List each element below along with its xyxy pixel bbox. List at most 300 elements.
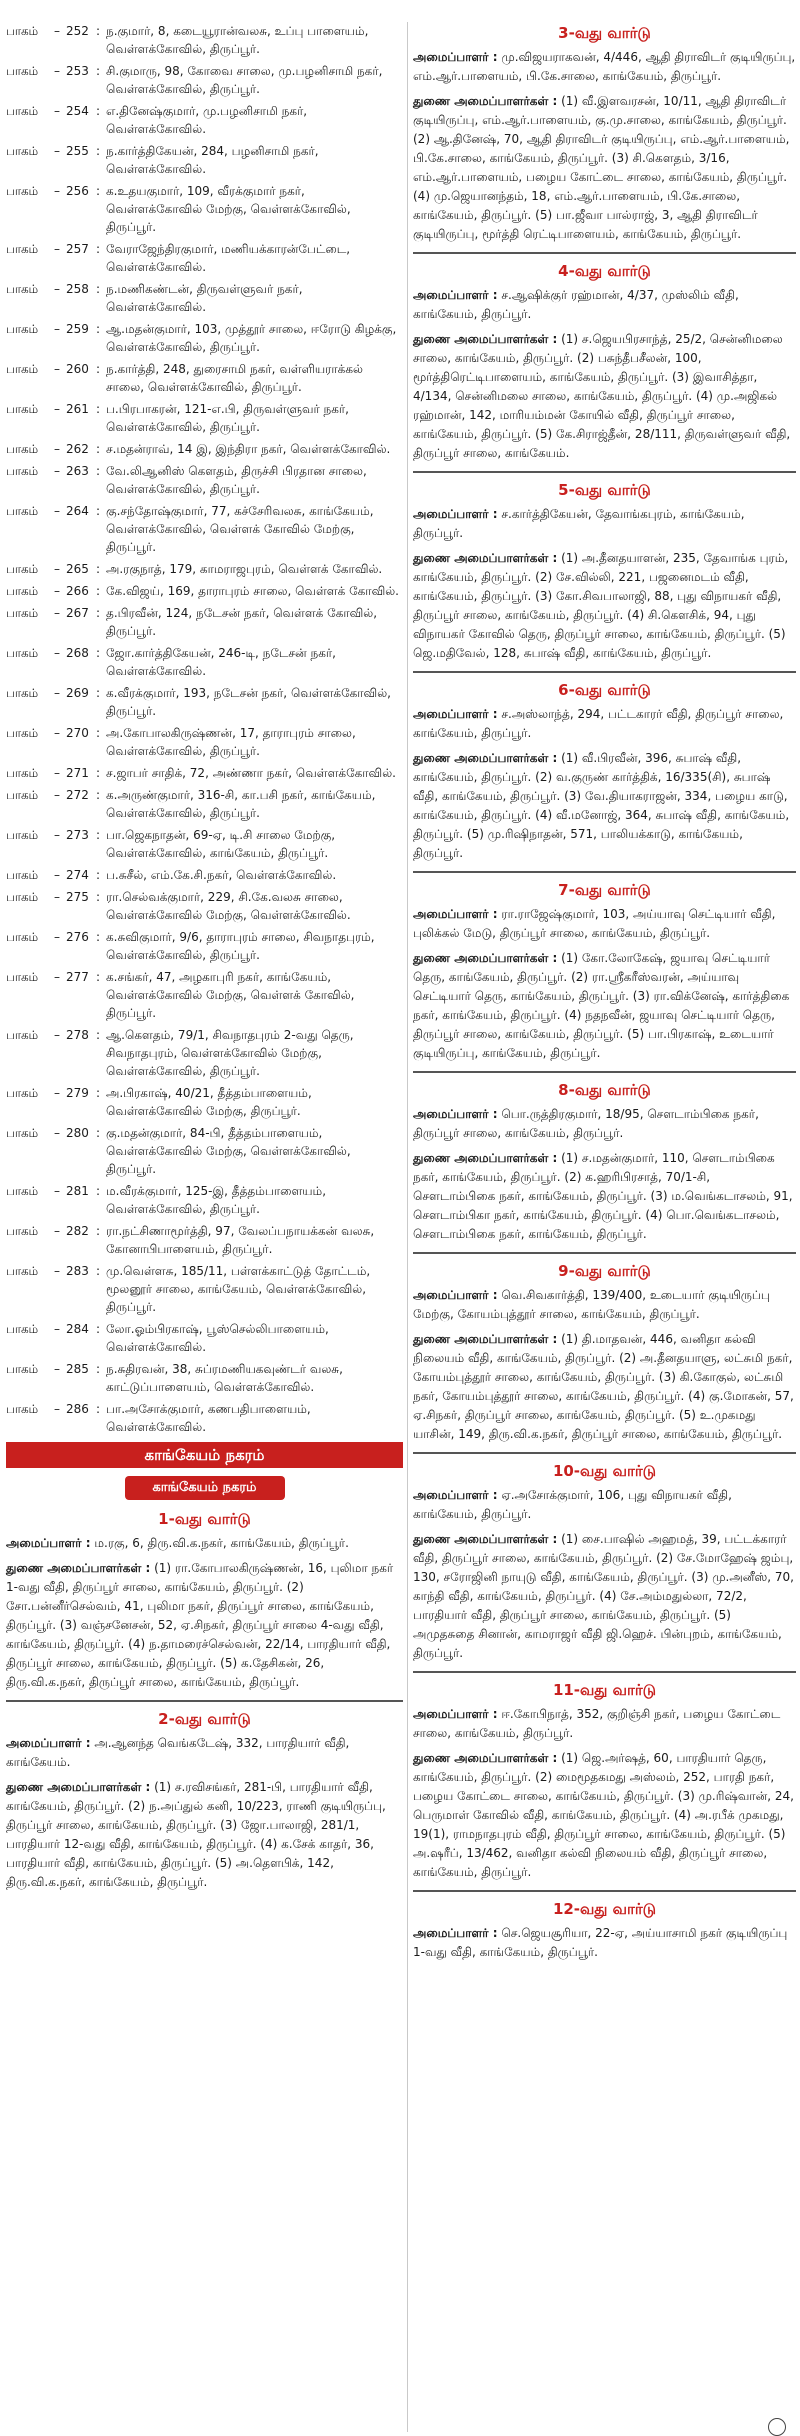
booth-entry xyxy=(6,582,403,600)
booth-address: கு.மதன்குமார், 84-பி, தீத்தம்பாளையம், வெள்ளக்கோவில் மேற்கு, வெள்ளக்கோவில், திருப்பூர். xyxy=(106,1126,351,1176)
ward-deputies xyxy=(6,1559,403,1692)
booth-label: பாகம் xyxy=(6,584,38,598)
booth-dash: – xyxy=(54,1126,60,1140)
ward-separator xyxy=(6,1700,403,1702)
booth-entry xyxy=(6,786,403,822)
deputies-label: துணை அமைப்பாளர்கள் : xyxy=(413,751,558,765)
deputies-label: துணை அமைப்பாளர்கள் : xyxy=(413,1532,558,1546)
booth-entry xyxy=(6,644,403,680)
booth-dash: – xyxy=(54,144,60,158)
booth-address: ஆ.கௌதம், 79/1, சிவநாதபுரம் 2-வது தெரு, சிவநாதபுரம், வெள்ளக்கோவில் மேற்கு, வெள்ளக்கோவில், திருப்பூர். xyxy=(106,1028,354,1078)
ward-separator xyxy=(413,1071,796,1073)
booth-label: பாகம் xyxy=(6,242,38,256)
booth-dash: – xyxy=(54,1086,60,1100)
deputies-text: (1) ச.ஜெயபிரசாந்த், 25/2, சென்னிமலை சாலை, காங்கேயம், திருப்பூர். (2) பசுந்தீபசீலன், 100, மூர்த்திரெட்டிபாளையம், காங்கேயம், திருப்பூர். (3) இவாசித்தா, 4/134, சென்னிமலை சாலை, காங்கேயம், திருப்பூர். (4) மு.அஜிகல் ரஹ்மான், 142, மாரியம்மன் கோயில் வீதி, திருப்பூர் சாலை, காங்கேயம், திருப்பூர். (5) கே.சிராஜ்தீன், 28/111, திருவள்ளுவர் வீதி, திருப்பூர் சாலை, காங்கேயம். xyxy=(413,332,791,460)
booth-label: பாகம் xyxy=(6,1126,38,1140)
booth-label: பாகம் xyxy=(6,144,38,158)
deputies-text: (1) ரா.கோபாலகிருஷ்ணன், 16, புலிமா நகர் 1-வது வீதி, திருப்பூர் சாலை, காங்கேயம், திருப்பூர். (2) சோ.பன்னீர்செல்வம், 41, புலிமா நகர், திருப்பூர் சாலை, காங்கேயம், திருப்பூர். (3) வஞ்சனேசன், 52, ஏ.சிநகர், திருப்பூர் சாலை 4-வது வீதி, காங்கேயம், திருப்பூர். (4) ந.தாமரைச்செல்வன், 22/14, பாரதியார் வீதி, திருப்பூர் சாலை, காங்கேயம், திருப்பூர். (5) க.தேசிகன், 26, திரு.வி.க.நகர், திருப்பூர் சாலை, காங்கேயம், திருப்பூர். xyxy=(6,1561,394,1689)
deputies-label: துணை அமைப்பாளர்கள் : xyxy=(413,1751,558,1765)
booth-number: 266 xyxy=(66,584,89,598)
booth-dash: – xyxy=(54,24,60,38)
ward-separator xyxy=(413,1671,796,1673)
booth-colon: : xyxy=(96,890,101,904)
column-divider xyxy=(407,22,408,2432)
booth-entry xyxy=(6,928,403,964)
ward-deputies xyxy=(413,1749,796,1882)
booth-address: அ.ரகுநாத், 179, காமராஜபுரம், வெள்ளக் கோவில். xyxy=(106,562,383,576)
booth-dash: – xyxy=(54,726,60,740)
booth-entry xyxy=(6,182,403,236)
organiser-label: அமைப்பாளர் : xyxy=(413,507,498,521)
booth-number: 253 xyxy=(66,64,89,78)
booth-entry xyxy=(6,724,403,760)
booth-address: ப.சுசீல், எம்.கே.சி.நகர், வெள்ளக்கோவில். xyxy=(106,868,337,882)
booth-colon: : xyxy=(96,562,101,576)
ward-separator xyxy=(413,671,796,673)
booth-colon: : xyxy=(96,464,101,478)
booth-number: 260 xyxy=(66,362,89,376)
deputies-label: துணை அமைப்பாளர்கள் : xyxy=(6,1561,151,1575)
deputies-label: துணை அமைப்பாளர்கள் : xyxy=(413,332,558,346)
booth-label: பாகம் xyxy=(6,184,38,198)
organiser-label: அமைப்பாளர் : xyxy=(6,1536,91,1550)
booth-number: 280 xyxy=(66,1126,89,1140)
booth-address: க.சுவிகுமார், 9/6, தாராபுரம் சாலை, சிவநாதபுரம், வெள்ளக்கோவில், திருப்பூர். xyxy=(106,930,375,962)
booth-label: பாகம் xyxy=(6,104,38,118)
booth-number: 258 xyxy=(66,282,89,296)
ward-deputies xyxy=(413,1149,796,1244)
booth-dash: – xyxy=(54,970,60,984)
booth-address: அ.பிரகாஷ், 40/21, தீத்தம்பாளையம், வெள்ளக்கோவில் மேற்கு, திருப்பூர். xyxy=(106,1086,312,1118)
booth-label: பாகம் xyxy=(6,282,38,296)
ward-separator xyxy=(413,1252,796,1254)
booth-entry xyxy=(6,684,403,720)
booth-entry xyxy=(6,1026,403,1080)
deputies-text: (1) வீ.பிரவீன், 396, சுபாஷ் வீதி, காங்கேயம், திருப்பூர். (2) வ.குருண் கார்த்திக், 16/335(சி), சுபாஷ் வீதி, காங்கேயம், திருப்பூர். (3) வே.தியாகராஜன், 334, பழைய காடு, காங்கேயம், திருப்பூர். (4) வீ.மனோஜ், 364, சுபாஷ் வீதி, காங்கேயம், திருப்பூர். (5) மு.ரிஷிநாதன், 571, பாலியக்காடு, காங்கேயம், திருப்பூர். xyxy=(413,751,790,860)
ward-deputies xyxy=(413,949,796,1063)
organiser-text: மு.விஜயராகவன், 4/446, ஆதி திராவிடர் குடியிருப்பு, எம்.ஆர்.பாளையம், பி.கே.சாலை, காங்கேயம், திருப்பூர். xyxy=(413,50,796,83)
booth-label: பாகம் xyxy=(6,362,38,376)
ward-title: 9-வது வார்டு xyxy=(558,1262,651,1280)
ward-organiser xyxy=(6,1534,403,1553)
ward-separator xyxy=(413,1890,796,1892)
booth-number: 273 xyxy=(66,828,89,842)
booth-dash: – xyxy=(54,464,60,478)
ward-organiser xyxy=(413,1105,796,1143)
booth-number: 254 xyxy=(66,104,89,118)
ward-title: 3-வது வார்டு xyxy=(558,24,651,42)
booth-entry xyxy=(6,502,403,556)
booth-label: பாகம் xyxy=(6,646,38,660)
booth-label: பாகம் xyxy=(6,1086,38,1100)
ward-separator xyxy=(413,1452,796,1454)
booth-dash: – xyxy=(54,1224,60,1238)
ward-organiser xyxy=(413,1286,796,1324)
deputies-text: (1) சை.பாஷில் அஹமத், 39, பட்டக்காரர் வீதி, திருப்பூர் சாலை, காங்கேயம், திருப்பூர். (2) சே.மோஹேஷ் ஜம்பு, 130, சரோஜினி நாயுடு வீதி, காங்கேயம், திருப்பூர். (3) மு.அனீஸ், 70, காந்தி வீதி, காங்கேயம், திருப்பூர். (4) சே.அம்மதுல்லா, 72/2, பாரதியார் வீதி, திருப்பூர் சாலை, காங்கேயம், திருப்பூர். (5) அமுதசுதை சினான், காமராஜர் வீதி ஜி.ஹெச். பின்புறம், காங்கேயம், திருப்பூர். xyxy=(413,1532,794,1660)
booth-dash: – xyxy=(54,362,60,376)
ward-block xyxy=(413,1890,796,1962)
booth-entry xyxy=(6,1084,403,1120)
booth-number: 277 xyxy=(66,970,89,984)
booth-number: 256 xyxy=(66,184,89,198)
booth-entry xyxy=(6,866,403,884)
booth-colon: : xyxy=(96,1086,101,1100)
booth-label: பாகம் xyxy=(6,726,38,740)
booth-dash: – xyxy=(54,788,60,802)
booth-dash: – xyxy=(54,104,60,118)
booth-label: பாகம் xyxy=(6,1184,38,1198)
deputies-label: துணை அமைப்பாளர்கள் : xyxy=(413,951,558,965)
booth-dash: – xyxy=(54,64,60,78)
booth-colon: : xyxy=(96,282,101,296)
booth-label: பாகம் xyxy=(6,402,38,416)
booth-address: பா.ஜெகநாதன், 69-ஏ, டி.சி சாலை மேற்கு, வெள்ளக்கோவில், காங்கேயம், திருப்பூர். xyxy=(106,828,336,860)
organiser-text: வெ.சிவகார்த்தி, 139/400, உடையார் குடியிருப்பு மேற்கு, கோயம்புத்தூர் சாலை, காங்கேயம், திருப்பூர். xyxy=(413,1288,770,1321)
booth-dash: – xyxy=(54,504,60,518)
booth-dash: – xyxy=(54,184,60,198)
booth-address: ரா.செல்வக்குமார், 229, சி.கே.வலசு சாலை, வெள்ளக்கோவில் மேற்கு, வெள்ளக்கோவில். xyxy=(106,890,351,922)
booth-label: பாகம் xyxy=(6,1402,38,1416)
booth-dash: – xyxy=(54,828,60,842)
booth-dash: – xyxy=(54,282,60,296)
ward-organiser xyxy=(413,1705,796,1743)
ward-title: 5-வது வார்டு xyxy=(558,481,651,499)
organiser-text: ச.ஆஷிக்குர் ரஹ்மான், 4/37, முஸ்லிம் வீதி, காங்கேயம், திருப்பூர். xyxy=(413,288,739,321)
ward-block xyxy=(413,1252,796,1444)
organiser-text: ரா.ராஜேஷ்குமார், 103, அய்யாவு செட்டியார் வீதி, புலிக்கல் மேடு, திருப்பூர் சாலை, காங்கேயம், திருப்பூர். xyxy=(413,907,776,940)
deputies-label: துணை அமைப்பாளர்கள் : xyxy=(413,94,558,108)
booth-address: ந.சுதிரவன், 38, சுப்ரமணியகவுண்டர் வலசு, காட்டுப்பாளையம், வெள்ளக்கோவில். xyxy=(106,1362,343,1394)
ward-deputies xyxy=(413,1330,796,1444)
page-corner-mark xyxy=(768,2418,786,2436)
booth-label: பாகம் xyxy=(6,1028,38,1042)
booth-address: க.உதயகுமார், 109, வீரக்குமார் நகர், வெள்ளக்கோவில் மேற்கு, வெள்ளக்கோவில், திருப்பூர். xyxy=(106,184,351,234)
booth-dash: – xyxy=(54,1402,60,1416)
right-column xyxy=(413,18,796,1968)
booth-colon: : xyxy=(96,1184,101,1198)
booth-dash: – xyxy=(54,402,60,416)
booth-colon: : xyxy=(96,504,101,518)
booth-colon: : xyxy=(96,442,101,456)
booth-address: ம.வீரக்குமார், 125-இ, தீத்தம்பாளையம், வெள்ளக்கோவில், திருப்பூர். xyxy=(106,1184,327,1216)
booth-entry xyxy=(6,1222,403,1258)
ward-title: 10-வது வார்டு xyxy=(552,1462,657,1480)
booth-number: 255 xyxy=(66,144,89,158)
booth-colon: : xyxy=(96,1402,101,1416)
ward-title: 7-வது வார்டு xyxy=(558,881,651,899)
booth-dash: – xyxy=(54,562,60,576)
ward-title: 2-வது வார்டு xyxy=(158,1710,251,1728)
deputies-label: துணை அமைப்பாளர்கள் : xyxy=(6,1780,151,1794)
booth-label: பாகம் xyxy=(6,1362,38,1376)
booth-colon: : xyxy=(96,64,101,78)
ward-organiser xyxy=(413,1924,796,1962)
booth-colon: : xyxy=(96,646,101,660)
booth-number: 282 xyxy=(66,1224,89,1238)
booth-number: 265 xyxy=(66,562,89,576)
booth-address: க.அருண்குமார், 316-சி, கா.பசி நகர், காங்கேயம், வெள்ளக்கோவில், திருப்பூர். xyxy=(106,788,376,820)
booth-address: ஜோ.கார்த்திகேயன், 246-டி, நடேசன் நகர், வெள்ளக்கோவில். xyxy=(106,646,336,678)
booth-entry xyxy=(6,400,403,436)
booth-entry xyxy=(6,1182,403,1218)
booth-number: 279 xyxy=(66,1086,89,1100)
booth-address: லோ.ஓம்பிரகாஷ், பூஸ்செல்லிபாளையம், வெள்ளக்கோவில். xyxy=(106,1322,329,1354)
booth-label: பாகம் xyxy=(6,970,38,984)
booth-entry xyxy=(6,142,403,178)
booth-entry xyxy=(6,764,403,782)
booth-address: அ.கோபாலகிருஷ்ணன், 17, தாராபுரம் சாலை, வெள்ளக்கோவில், திருப்பூர். xyxy=(106,726,356,758)
booth-colon: : xyxy=(96,606,101,620)
booth-dash: – xyxy=(54,606,60,620)
booth-entry xyxy=(6,968,403,1022)
ward-title: 11-வது வார்டு xyxy=(552,1681,657,1699)
booth-colon: : xyxy=(96,144,101,158)
organiser-text: அ.ஆனந்த வெங்கடேஷ், 332, பாரதியார் வீதி, காங்கேயம். xyxy=(6,1736,350,1769)
booth-address: ரா.நட்சிணாமூர்த்தி, 97, வேலப்பநாயக்கன் வலசு, கோனாபிபாளையம், திருப்பூர். xyxy=(106,1224,375,1256)
booth-dash: – xyxy=(54,686,60,700)
booth-address: ந.கார்த்திகேயன், 284, பழனிசாமி நகர், வெள்ளக்கோவில். xyxy=(106,144,319,176)
booth-address: பா.அசோக்குமார், கணபதிபாளையம், வெள்ளக்கோவில். xyxy=(106,1402,311,1434)
booth-dash: – xyxy=(54,584,60,598)
deputies-text: (1) ஜெ.அர்ஷத், 60, பாரதியார் தெரு, காங்கேயம், திருப்பூர். (2) மைமூதகமது அஸ்லம், 252, பாரதி நகர், பழைய கோட்டை சாலை, காங்கேயம், திருப்பூர். (3) மு.ரிஷ்வான், 24, பெருமாள் கோவில் வீதி, காங்கேயம், திருப்பூர். (4) அ.ரபீக் முகமது, 19(1), ராமநாதபுரம் வீதி, திருப்பூர் சாலை, காங்கேயம், திருப்பூர். (5) அ.ஷரீப், 13/462, வனிதா கல்வி நிலையம் வீதி, திருப்பூர் சாலை, காங்கேயம், திருப்பூர். xyxy=(413,1751,794,1879)
organiser-label: அமைப்பாளர் : xyxy=(413,1707,498,1721)
ward-title: 12-வது வார்டு xyxy=(552,1900,657,1918)
ward-organiser xyxy=(413,705,796,743)
booth-colon: : xyxy=(96,1224,101,1238)
booth-label: பாகம் xyxy=(6,1224,38,1238)
booth-address: க.வீரக்குமார், 193, நடேசன் நகர், வெள்ளக்கோவில், திருப்பூர். xyxy=(106,686,391,718)
organiser-text: செ.ஜெயசூரியா, 22-ஏ, அய்யாசாமி நகர் குடியிருப்பு 1-வது வீதி, காங்கேயம், திருப்பூர். xyxy=(413,1926,788,1959)
booth-address: ந.கார்த்தி, 248, துரைசாமி நகர், வள்ளியராக்கல் சாலை, வெள்ளக்கோவில், திருப்பூர். xyxy=(106,362,363,394)
booth-entry xyxy=(6,1124,403,1178)
booth-number: 283 xyxy=(66,1264,89,1278)
booth-colon: : xyxy=(96,726,101,740)
booth-entry xyxy=(6,1400,403,1436)
booth-colon: : xyxy=(96,584,101,598)
ward-block xyxy=(413,252,796,463)
booth-number: 257 xyxy=(66,242,89,256)
booth-colon: : xyxy=(96,24,101,38)
booth-label: பாகம் xyxy=(6,442,38,456)
ward-separator xyxy=(413,252,796,254)
booth-colon: : xyxy=(96,1126,101,1140)
booth-list xyxy=(6,22,403,1436)
booth-entry xyxy=(6,462,403,498)
organiser-text: ச.கார்த்திகேயன், தேவாங்கபுரம், காங்கேயம், திருப்பூர். xyxy=(413,507,745,540)
ward-separator xyxy=(413,871,796,873)
booth-entry xyxy=(6,440,403,458)
booth-dash: – xyxy=(54,868,60,882)
booth-address: க.சங்கர், 47, அழகாபுரி நகர், காங்கேயம், வெள்ளக்கோவில் மேற்கு, வெள்ளக் கோவில், திருப்பூர். xyxy=(106,970,355,1020)
booth-dash: – xyxy=(54,766,60,780)
booth-label: பாகம் xyxy=(6,606,38,620)
organiser-text: ச.அஸ்லாந்த், 294, பட்டகாரர் வீதி, திருப்பூர் சாலை, காங்கேயம், திருப்பூர். xyxy=(413,707,784,740)
booth-colon: : xyxy=(96,970,101,984)
ward-block xyxy=(413,1452,796,1663)
booth-dash: – xyxy=(54,1184,60,1198)
section-pill: காங்கேயம் நகரம் xyxy=(125,1476,285,1500)
left-column xyxy=(6,22,403,1898)
booth-number: 259 xyxy=(66,322,89,336)
booth-entry xyxy=(6,1320,403,1356)
booth-entry xyxy=(6,102,403,138)
booth-colon: : xyxy=(96,1028,101,1042)
booth-dash: – xyxy=(54,1362,60,1376)
booth-label: பாகம் xyxy=(6,766,38,780)
booth-dash: – xyxy=(54,930,60,944)
ward-block xyxy=(413,1671,796,1882)
booth-address: சி.குமாரு, 98, கோவை சாலை, மு.பழனிசாமி நகர், வெள்ளக்கோவில், திருப்பூர். xyxy=(106,64,383,96)
booth-label: பாகம் xyxy=(6,464,38,478)
deputies-label: துணை அமைப்பாளர்கள் : xyxy=(413,551,558,565)
booth-label: பாகம் xyxy=(6,788,38,802)
booth-label: பாகம் xyxy=(6,686,38,700)
booth-label: பாகம் xyxy=(6,322,38,336)
booth-dash: – xyxy=(54,442,60,456)
booth-colon: : xyxy=(96,104,101,118)
ward-deputies xyxy=(6,1778,403,1892)
booth-address: ப.பிரபாகரன், 121-எ.பி, திருவள்ளுவர் நகர், வெள்ளக்கோவில், திருப்பூர். xyxy=(106,402,349,434)
booth-entry xyxy=(6,360,403,396)
booth-number: 272 xyxy=(66,788,89,802)
booth-dash: – xyxy=(54,1264,60,1278)
booth-colon: : xyxy=(96,828,101,842)
deputies-text: (1) ச.ரவிசங்கர், 281-பி, பாரதியார் வீதி, காங்கேயம், திருப்பூர். (2) ந.அப்துல் கனி, 10/223, ராணி குடியிருப்பு, திருப்பூர் சாலை, காங்கேயம், திருப்பூர். (3) ஜோ.பாலாஜி, 281/1, பாரதியார் 12-வது வீதி, காங்கேயம், திருப்பூர். (4) க.சேக் காதர், 36, பாரதியார் வீதி, காங்கேயம், திருப்பூர். (5) அ.தௌபிக், 142, திரு.வி.க.நகர், காங்கேயம், திருப்பூர். xyxy=(6,1780,386,1889)
organiser-label: அமைப்பாளர் : xyxy=(413,50,498,64)
booth-address: த.பிரவீன், 124, நடேசன் நகர், வெள்ளக் கோவில், திருப்பூர். xyxy=(106,606,378,638)
organiser-text: ஏ.அசோக்குமார், 106, புது விநாயகர் வீதி, காங்கேயம், திருப்பூர். xyxy=(413,1488,732,1521)
wards-left xyxy=(6,1508,403,1892)
booth-colon: : xyxy=(96,362,101,376)
booth-address: மு.வெள்ளசு, 185/11, பள்ளக்காட்டுத் தோட்டம், மூலனூர் சாலை, காங்கேயம், வெள்ளக்கோவில், திருப்பூர். xyxy=(106,1264,371,1314)
booth-number: 271 xyxy=(66,766,89,780)
section-banner: காங்கேயம் நகரம் xyxy=(6,1442,403,1468)
booth-entry xyxy=(6,1360,403,1396)
organiser-label: அமைப்பாளர் : xyxy=(413,1288,498,1302)
deputies-label: துணை அமைப்பாளர்கள் : xyxy=(413,1151,558,1165)
booth-number: 285 xyxy=(66,1362,89,1376)
booth-address: ந.மணிகண்டன், திருவள்ளுவர் நகர், வெள்ளக்கோவில். xyxy=(106,282,303,314)
booth-number: 268 xyxy=(66,646,89,660)
booth-number: 270 xyxy=(66,726,89,740)
booth-label: பாகம் xyxy=(6,1264,38,1278)
booth-dash: – xyxy=(54,1322,60,1336)
booth-colon: : xyxy=(96,1322,101,1336)
booth-entry xyxy=(6,1262,403,1316)
booth-number: 276 xyxy=(66,930,89,944)
deputies-text: (1) தி.மாதவன், 446, வனிதா கல்வி நிலையம் வீதி, காங்கேயம், திருப்பூர். (2) அ.தீனதயாளு, லட்சுமி நகர், கோயம்புத்தூர் சாலை, காங்கேயம், திருப்பூர். (3) கி.கோகுல், லட்சுமி நகர், கோயம்புத்தூர் சாலை, காங்கேயம், திருப்பூர். (4) கு.மோகன், 57, ஏ.சிநகர், திருப்பூர் சாலை, காங்கேயம், திருப்பூர். (5) உ.முகமது யாசின், 149, திரு.வி.க.நகர், திருப்பூர் சாலை, காங்கேயம், திருப்பூர். xyxy=(413,1332,794,1441)
booth-colon: : xyxy=(96,930,101,944)
booth-colon: : xyxy=(96,242,101,256)
booth-entry xyxy=(6,62,403,98)
booth-number: 286 xyxy=(66,1402,89,1416)
booth-dash: – xyxy=(54,322,60,336)
deputies-text: (1) ச.மதன்குமார், 110, சௌடாம்பிகை நகர், காங்கேயம், திருப்பூர். (2) க.ஹரிபிரசாத், 70/1-சி, சௌடாம்பிகை நகர், காங்கேயம், திருப்பூர். (3) ம.வெங்கடாசலம், 91, சௌடாம்பிகா நகர், காங்கேயம், திருப்பூர். (4) பொ.வெங்கடாசலம், சௌடாம்பிகை நகர், காங்கேயம், திருப்பூர். xyxy=(413,1151,793,1241)
booth-label: பாகம் xyxy=(6,504,38,518)
booth-label: பாகம் xyxy=(6,24,38,38)
ward-block xyxy=(413,22,796,244)
organiser-label: அமைப்பாளர் : xyxy=(413,1926,498,1940)
booth-address: எ.தினேஷ்குமார், மு.பழனிசாமி நகர், வெள்ளக்கோவில். xyxy=(106,104,308,136)
booth-address: கு.சந்தோஷ்குமார், 77, கச்சேரிவலசு, காங்கேயம், வெள்ளக்கோவில், வெள்ளக் கோவில் மேற்கு, திருப்பூர். xyxy=(106,504,374,554)
ward-title: 6-வது வார்டு xyxy=(558,681,651,699)
booth-number: 278 xyxy=(66,1028,89,1042)
organiser-text: பொ.ருத்திரகுமார், 18/95, சௌடாம்பிகை நகர், திருப்பூர் சாலை, காங்கேயம், திருப்பூர். xyxy=(413,1107,759,1140)
organiser-label: அமைப்பாளர் : xyxy=(413,907,498,921)
booth-number: 275 xyxy=(66,890,89,904)
organiser-text: ஈ.கோபிநாத், 352, குறிஞ்சி நகர், பழைய கோட்டை சாலை, காங்கேயம், திருப்பூர். xyxy=(413,1707,781,1740)
organiser-label: அமைப்பாளர் : xyxy=(413,1107,498,1121)
booth-number: 274 xyxy=(66,868,89,882)
ward-organiser xyxy=(413,1486,796,1524)
ward-deputies xyxy=(413,1530,796,1663)
booth-colon: : xyxy=(96,766,101,780)
booth-address: வே.லிஆனிஸ் கௌதம், திருச்சி பிரதான சாலை, வெள்ளக்கோவில், திருப்பூர். xyxy=(106,464,367,496)
booth-colon: : xyxy=(96,1362,101,1376)
booth-address: ஆ.மதன்குமார், 103, முத்தூர் சாலை, ஈரோடு கிழக்கு, வெள்ளக்கோவில், திருப்பூர். xyxy=(106,322,397,354)
booth-colon: : xyxy=(96,184,101,198)
booth-address: வேராஜேந்திரகுமார், மணியக்காரன்பேட்டை, வெள்ளக்கோவில். xyxy=(106,242,351,274)
ward-deputies xyxy=(413,749,796,863)
ward-organiser xyxy=(413,48,796,86)
booth-colon: : xyxy=(96,322,101,336)
booth-entry xyxy=(6,604,403,640)
ward-deputies xyxy=(413,92,796,244)
booth-label: பாகம் xyxy=(6,828,38,842)
ward-deputies xyxy=(413,330,796,463)
booth-address: கே.விஜய், 169, தாராபுரம் சாலை, வெள்ளக் கோவில். xyxy=(106,584,399,598)
booth-colon: : xyxy=(96,788,101,802)
booth-entry xyxy=(6,240,403,276)
ward-deputies xyxy=(413,549,796,663)
ward-block xyxy=(413,871,796,1063)
deputies-text: (1) கோ.லோகேஷ், ஜயாவு செட்டியார் தெரு, காங்கேயம், திருப்பூர். (2) ரா.ஸ்ரீகரீஸ்வரன், அய்யாவு செட்டியார் தெரு, காங்கேயம், திருப்பூர். (3) ரா.விக்னேஷ், கார்த்திகை நகர், காங்கேயம், திருப்பூர். (4) நதநவீன், ஜயாவு செட்டியார் தெரு, திருப்பூர் சாலை, காங்கேயம், திருப்பூர். (5) பா.பிரகாஷ், உடையார் குடியிருப்பு, காங்கேயம், திருப்பூர். xyxy=(413,951,790,1060)
ward-block xyxy=(413,1071,796,1244)
booth-label: பாகம் xyxy=(6,1322,38,1336)
ward-organiser xyxy=(413,505,796,543)
organiser-label: அமைப்பாளர் : xyxy=(413,707,498,721)
ward-title: 1-வது வார்டு xyxy=(158,1510,251,1528)
organiser-label: அமைப்பாளர் : xyxy=(6,1736,91,1750)
booth-label: பாகம் xyxy=(6,562,38,576)
wards-right xyxy=(413,22,796,1962)
booth-label: பாகம் xyxy=(6,930,38,944)
booth-number: 269 xyxy=(66,686,89,700)
booth-address: ச.ஜாபர் சாதிக், 72, அண்ணா நகர், வெள்ளக்கோவில். xyxy=(106,766,396,780)
booth-dash: – xyxy=(54,646,60,660)
booth-dash: – xyxy=(54,890,60,904)
booth-number: 261 xyxy=(66,402,89,416)
deputies-label: துணை அமைப்பாளர்கள் : xyxy=(413,1332,558,1346)
booth-entry xyxy=(6,22,403,58)
organiser-text: ம.ரகு, 6, திரு.வி.க.நகர், காங்கேயம், திருப்பூர். xyxy=(94,1536,349,1550)
ward-organiser xyxy=(6,1734,403,1772)
booth-number: 264 xyxy=(66,504,89,518)
booth-dash: – xyxy=(54,242,60,256)
booth-number: 252 xyxy=(66,24,89,38)
ward-block xyxy=(6,1508,403,1692)
booth-label: பாகம் xyxy=(6,868,38,882)
booth-address: ச.மதன்ராவ், 14 இ, இந்திரா நகர், வெள்ளக்கோவில். xyxy=(106,442,391,456)
booth-entry xyxy=(6,560,403,578)
ward-organiser xyxy=(413,286,796,324)
ward-separator xyxy=(413,471,796,473)
ward-title: 4-வது வார்டு xyxy=(558,262,651,280)
ward-title: 8-வது வார்டு xyxy=(558,1081,651,1099)
ward-block xyxy=(6,1700,403,1892)
booth-entry xyxy=(6,826,403,862)
booth-colon: : xyxy=(96,868,101,882)
